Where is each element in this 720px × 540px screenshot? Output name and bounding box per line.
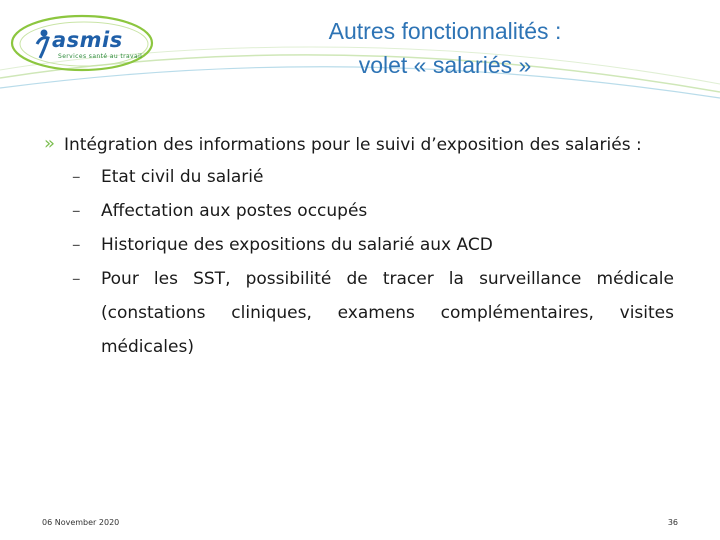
sub-bullet-text: Affectation aux postes occupés xyxy=(101,201,368,221)
dash-bullet-icon: – xyxy=(72,269,81,289)
slide-body xyxy=(44,130,674,364)
sub-bullet-item xyxy=(44,160,674,194)
dash-bullet-icon: – xyxy=(72,201,81,221)
title-line-1: Autres fonctionnalités : xyxy=(328,18,562,44)
dash-bullet-icon: – xyxy=(72,235,81,255)
sub-bullet-text: Etat civil du salarié xyxy=(101,167,264,187)
sub-bullet-text: Historique des expositions du salarié aux ACD xyxy=(101,235,493,255)
logo-name: asmis xyxy=(52,28,123,52)
footer-page-number: 36 xyxy=(667,518,678,527)
sub-bullet-list xyxy=(44,160,674,364)
sub-bullet-text: Pour les SST, possibilité de tracer la surveillance médicale (constations cliniques, examens complémentaires, visites médicales) xyxy=(101,269,674,357)
bullet-main xyxy=(44,130,674,160)
bullet-main-text: Intégration des informations pour le suivi d’exposition des salariés : xyxy=(64,135,642,155)
sub-bullet-item xyxy=(44,194,674,228)
logo-tagline: Services santé au travail xyxy=(58,53,143,60)
chevron-bullet-icon: » xyxy=(44,133,56,154)
dash-bullet-icon: – xyxy=(72,167,81,187)
sub-bullet-item xyxy=(44,228,674,262)
slide-title xyxy=(230,14,660,82)
title-line-2: volet « salariés » xyxy=(358,52,532,78)
footer-date: 06 November 2020 xyxy=(42,518,120,527)
asmis-logo xyxy=(10,14,155,72)
sub-bullet-item xyxy=(44,262,674,364)
